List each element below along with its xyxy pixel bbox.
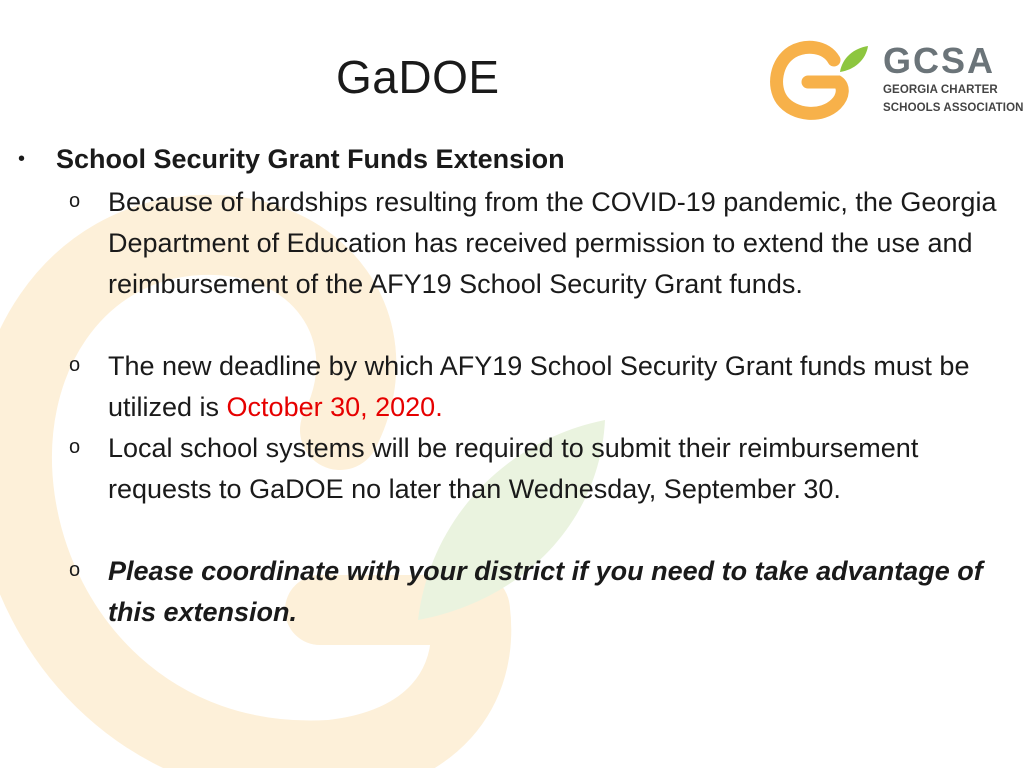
bullet-marker: •: [18, 148, 26, 170]
bullet-heading: School Security Grant Funds Extension: [56, 144, 565, 174]
sub-bullet-2: [108, 346, 1008, 428]
sub-bullet-3: Local school systems will be required to submit their reimbursement requests to GaDOE no later than Wednesday, September 30.: [108, 433, 919, 504]
deadline-highlight: October 30, 2020.: [226, 392, 443, 422]
logo-line-1: GEORGIA CHARTER: [883, 84, 998, 96]
sub-bullet-marker: o: [69, 436, 81, 458]
sub-bullet-2-text: The new deadline by which AFY19 School Security Grant funds must be utilized is: [108, 351, 970, 422]
sub-bullet-marker: o: [69, 354, 81, 376]
sub-bullet-marker: o: [69, 559, 81, 581]
slide-title: GaDOE: [336, 51, 500, 103]
sub-bullet-4: Please coordinate with your district if you need to take advantage of this extension.: [108, 556, 983, 627]
sub-bullet-1: Because of hardships resulting from the COVID-19 pandemic, the Georgia Department of Education has received permission to extend the use and reimbursement of the AFY19 School Security Grant funds.: [108, 187, 997, 299]
logo-abbreviation: GCSA: [883, 40, 996, 81]
sub-bullet-marker: o: [69, 190, 81, 212]
logo-line-2: SCHOOLS ASSOCIATION: [883, 102, 1024, 114]
